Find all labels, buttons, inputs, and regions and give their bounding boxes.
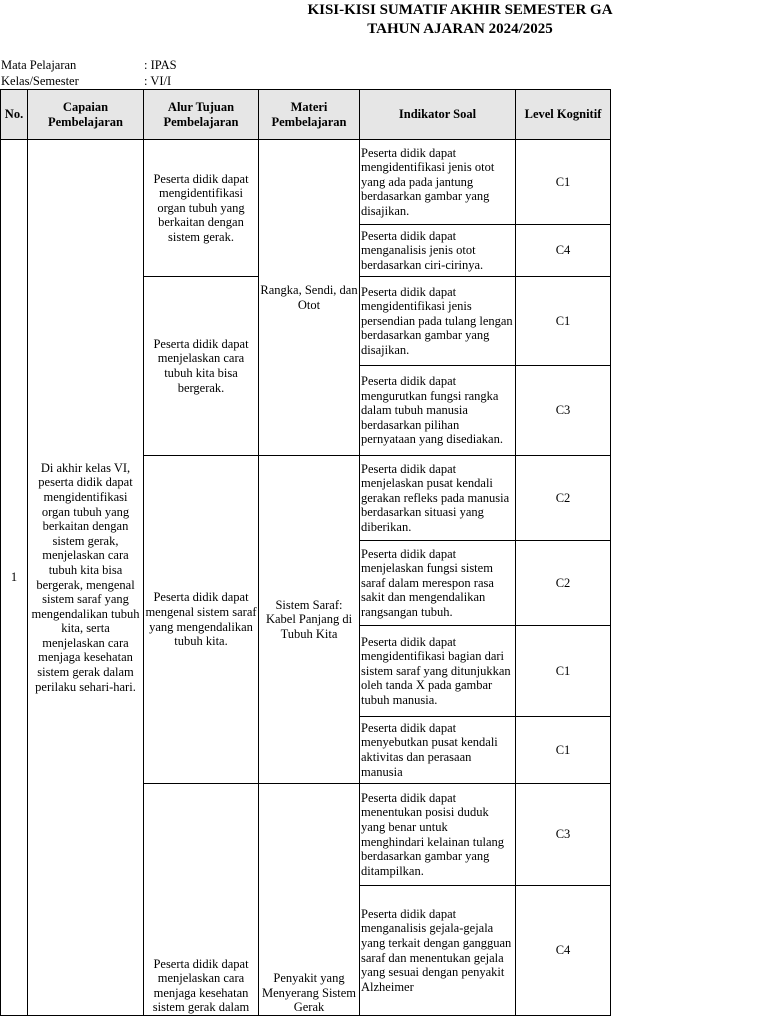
cell-atp: Peserta didik dapat menjelaskan cara tubuh kita bisa bergerak. <box>144 277 259 456</box>
cell-indikator: Peserta didik dapat menentukan posisi duduk yang benar untuk menghindari kelainan tulang berdasarkan gambar yang ditampilkan. <box>360 784 516 886</box>
meta-class-label: Kelas/Semester <box>1 74 79 88</box>
meta-subject <box>1 57 177 73</box>
cell-level: C1 <box>516 277 611 366</box>
cell-atp: Peserta didik dapat mengidentifikasi organ tubuh yang berkaitan dengan sistem gerak. <box>144 140 259 277</box>
header-materi: Materi Pembelajaran <box>259 90 360 140</box>
cell-no: 1 <box>1 140 28 1016</box>
header-level: Level Kognitif <box>516 90 611 140</box>
cell-level: C4 <box>516 225 611 277</box>
cell-indikator: Peserta didik dapat menjelaskan fungsi sistem saraf dalam merespon rasa sakit dan mengendalikan rangsangan tubuh. <box>360 541 516 626</box>
cell-indikator: Peserta didik dapat mengidentifikasi jenis persendian pada tulang lengan berdasarkan gambar yang disajikan. <box>360 277 516 366</box>
document-title: KISI-KISI SUMATIF AKHIR SEMESTER GA <box>307 2 613 18</box>
table-header-row <box>1 90 611 140</box>
cell-indikator: Peserta didik dapat menjelaskan pusat kendali gerakan refleks pada manusia berdasarkan situasi yang diberikan. <box>360 456 516 541</box>
cell-indikator: Peserta didik dapat menganalisis gejala-gejala yang terkait dengan gangguan saraf dan menentukan gejala yang sesuai dengan penyakit Alzheimer <box>360 886 516 1016</box>
cell-atp: Peserta didik dapat menjelaskan cara menjaga kesehatan sistem gerak dalam <box>144 784 259 1016</box>
header-no: No. <box>1 90 28 140</box>
meta-class <box>1 73 171 89</box>
cell-capaian: Di akhir kelas VI, peserta didik dapat mengidentifikasi organ tubuh yang berkaitan dengan sistem gerak, menjelaskan cara tubuh kita bisa bergerak, mengenal sistem saraf yang mengendalikan tubuh kita, serta menjelaskan cara menjaga kesehatan sistem gerak dalam perilaku sehari-hari. <box>28 140 144 1016</box>
header-atp: Alur Tujuan Pembelajaran <box>144 90 259 140</box>
cell-atp: Peserta didik dapat mengenal sistem saraf yang mengendalikan tubuh kita. <box>144 456 259 784</box>
header-indikator: Indikator Soal <box>360 90 516 140</box>
cell-level: C1 <box>516 717 611 784</box>
cell-materi: Penyakit yang Menyerang Sistem Gerak <box>259 784 360 1016</box>
cell-materi: Rangka, Sendi, dan Otot <box>259 140 360 456</box>
cell-level: C1 <box>516 626 611 717</box>
cell-level: C3 <box>516 366 611 456</box>
table-row <box>1 140 611 225</box>
cell-level: C4 <box>516 886 611 1016</box>
meta-subject-label: Mata Pelajaran <box>1 58 77 72</box>
cell-level: C2 <box>516 456 611 541</box>
cell-indikator: Peserta didik dapat menganalisis jenis otot berdasarkan ciri-cirinya. <box>360 225 516 277</box>
cell-indikator: Peserta didik dapat mengurutkan fungsi rangka dalam tubuh manusia berdasarkan pilihan pernyataan yang disediakan. <box>360 366 516 456</box>
header-capaian: Capaian Pembelajaran <box>28 90 144 140</box>
cell-materi: Sistem Saraf: Kabel Panjang di Tubuh Kita <box>259 456 360 784</box>
cell-indikator: Peserta didik dapat mengidentifikasi bagian dari sistem saraf yang ditunjukkan oleh tanda X pada gambar tubuh manusia. <box>360 626 516 717</box>
cell-indikator: Peserta didik dapat mengidentifikasi jenis otot yang ada pada jantung berdasarkan gambar yang disajikan. <box>360 140 516 225</box>
cell-indikator: Peserta didik dapat menyebutkan pusat kendali aktivitas dan perasaan manusia <box>360 717 516 784</box>
cell-level: C1 <box>516 140 611 225</box>
meta-subject-value: : IPAS <box>144 58 177 72</box>
kisi-kisi-table <box>0 89 611 1016</box>
cell-level: C2 <box>516 541 611 626</box>
cell-level: C3 <box>516 784 611 886</box>
document-subtitle: TAHUN AJARAN 2024/2025 <box>367 21 553 37</box>
meta-class-value: : VI/I <box>144 74 172 88</box>
